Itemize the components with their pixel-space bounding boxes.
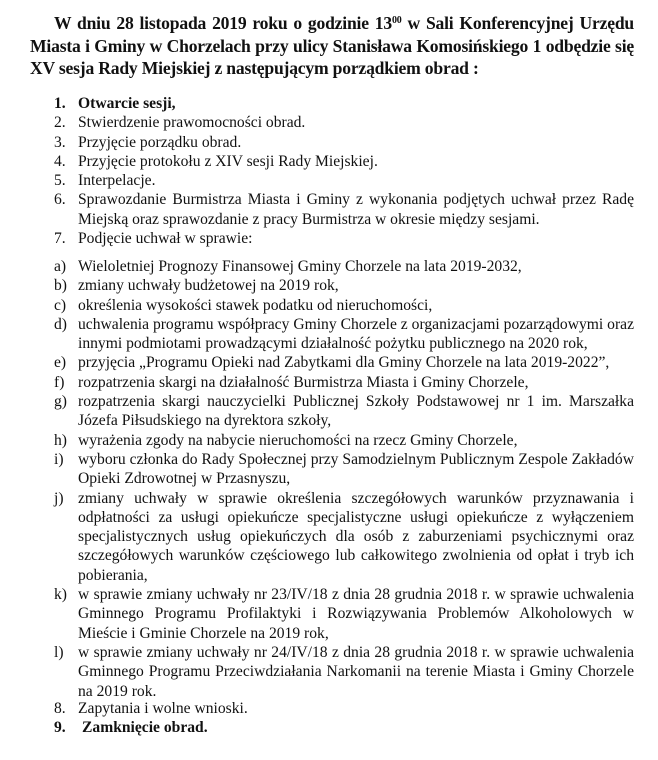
item-number: 5.: [54, 172, 66, 190]
item-number: 6.: [54, 191, 66, 209]
agenda-list: [54, 94, 634, 248]
resolution-item: [54, 353, 634, 372]
item-text: wyrażenia zgody na nabycie nieruchomości na rzecz Gminy Chorzele,: [78, 431, 518, 449]
announcement-text-1: W dniu 28 listopada 2019 roku o godzinie 13: [54, 13, 392, 33]
item-text: Zapytania i wolne wnioski.: [78, 700, 248, 717]
agenda-item: [54, 699, 634, 718]
resolution-item: [54, 276, 634, 295]
item-number: 1.: [54, 95, 66, 112]
item-text: Wieloletniej Prognozy Finansowej Gminy Chorzele na lata 2019-2032,: [78, 258, 522, 275]
resolution-item: [54, 450, 634, 489]
agenda-item: [54, 718, 634, 737]
item-number: 7.: [54, 230, 66, 248]
item-letter: f): [54, 373, 65, 391]
agenda-item: [54, 152, 634, 171]
item-text: rozpatrzenia skargi na działalność Burmistrza Miasta i Gminy Chorzele,: [78, 373, 529, 391]
agenda-item: [54, 190, 634, 229]
announcement-text-2: w Sali Konferencyjnej Urzędu Miasta i Gminy w Chorzelach przy ulicy Stanisława Komosińskiego 1 odbędzie się XV sesja Rady Miejskiej z następującym porządkiem obrad :: [30, 13, 634, 78]
resolution-item: [54, 489, 634, 585]
item-text: Stwierdzenie prawomocności obrad.: [78, 114, 306, 132]
agenda-item: [54, 229, 634, 248]
item-number: 9.: [54, 719, 66, 737]
item-letter: d): [54, 315, 67, 333]
agenda-item: [54, 133, 634, 152]
item-text: zmiany uchwały budżetowej na 2019 rok,: [78, 277, 339, 295]
item-letter: h): [54, 431, 67, 449]
resolution-item: [54, 296, 634, 315]
item-text: Sprawozdanie Burmistrza Miasta i Gminy z wykonania podjętych uchwał przez Radę Miejską oraz sprawozdanie z pracy Burmistrza w okresie między sesjami.: [78, 191, 634, 228]
agenda-item: [54, 113, 634, 132]
item-letter: a): [54, 258, 67, 275]
item-number: 2.: [54, 114, 66, 132]
item-text: Zamknięcie obrad.: [82, 719, 208, 737]
item-text: Przyjęcie porządku obrad.: [78, 133, 242, 151]
closing-list: [54, 699, 634, 738]
resolution-item: [54, 257, 634, 276]
item-letter: k): [54, 586, 67, 604]
item-letter: b): [54, 277, 67, 295]
item-letter: l): [54, 643, 64, 661]
item-number: 8.: [54, 700, 66, 717]
item-number: 4.: [54, 152, 66, 170]
item-text: Interpelacje.: [78, 172, 156, 190]
item-text: w sprawie zmiany uchwały nr 24/IV/18 z dnia 28 grudnia 2018 r. w sprawie uchwalenia Gminnego Programu Przeciwdziałania Narkomanii na terenie Miasta i Gminy Chorzele na 2019 rok.: [78, 643, 634, 700]
resolution-item: [54, 392, 634, 431]
item-text: Otwarcie sesji,: [78, 95, 176, 112]
agenda-item: [54, 171, 634, 190]
item-text: w sprawie zmiany uchwały nr 23/IV/18 z dnia 28 grudnia 2018 r. w sprawie uchwalenia Gminnego Programu Profilaktyki i Rozwiązywania Problemów Alkoholowych w Mieście i Gminie Chorzele na 2019 rok,: [78, 586, 634, 642]
resolution-item: [54, 431, 634, 450]
item-text: wyboru członka do Rady Społecznej przy Samodzielnym Publicznym Zespole Zakładów Opieki Zdrowotnej w Przasnyszu,: [78, 450, 634, 488]
resolutions-list: [54, 257, 634, 701]
item-text: przyjęcia „Programu Opieki nad Zabytkami dla Gminy Chorzele na lata 2019-2022”,: [78, 354, 610, 372]
resolution-item: [54, 585, 634, 643]
item-text: Przyjęcie protokołu z XIV sesji Rady Miejskiej.: [78, 152, 378, 170]
item-text: zmiany uchwały w sprawie określenia szczegółowych warunków przyznawania i odpłatności za usługi opiekuńcze specjalistyczne usługi opiekuńcze z wyłączeniem specjalistycznych usług opiekuńczych dla osób z zaburzeniami psychicznymi oraz szczegółowych warunków częściowego lub całkowitego zwolnienia od opłat i tryb ich pobierania,: [78, 489, 634, 584]
item-text: rozpatrzenia skargi nauczycielki Publicznej Szkoły Podstawowej nr 1 im. Marszałka Józefa Piłsudskiego na dyrektora szkoły,: [78, 393, 634, 430]
resolution-item: [54, 643, 634, 701]
item-number: 3.: [54, 133, 66, 151]
agenda-item: [54, 94, 634, 113]
item-letter: c): [54, 296, 67, 314]
session-announcement: [30, 12, 634, 80]
item-text: Podjęcie uchwał w sprawie:: [78, 230, 253, 248]
item-text: uchwalenia programu współpracy Gminy Chorzele z organizacjami pozarządowymi oraz innymi podmiotami prowadzącymi działalność pożytku publicznego na 2020 rok,: [78, 315, 634, 353]
item-letter: g): [54, 393, 67, 411]
resolution-item: [54, 315, 634, 354]
item-letter: i): [54, 450, 64, 468]
item-text: określenia wysokości stawek podatku od nieruchomości,: [78, 296, 433, 314]
item-letter: e): [54, 354, 67, 372]
time-superscript: 00: [391, 15, 402, 26]
item-letter: j): [54, 489, 64, 507]
resolution-item: [54, 373, 634, 392]
